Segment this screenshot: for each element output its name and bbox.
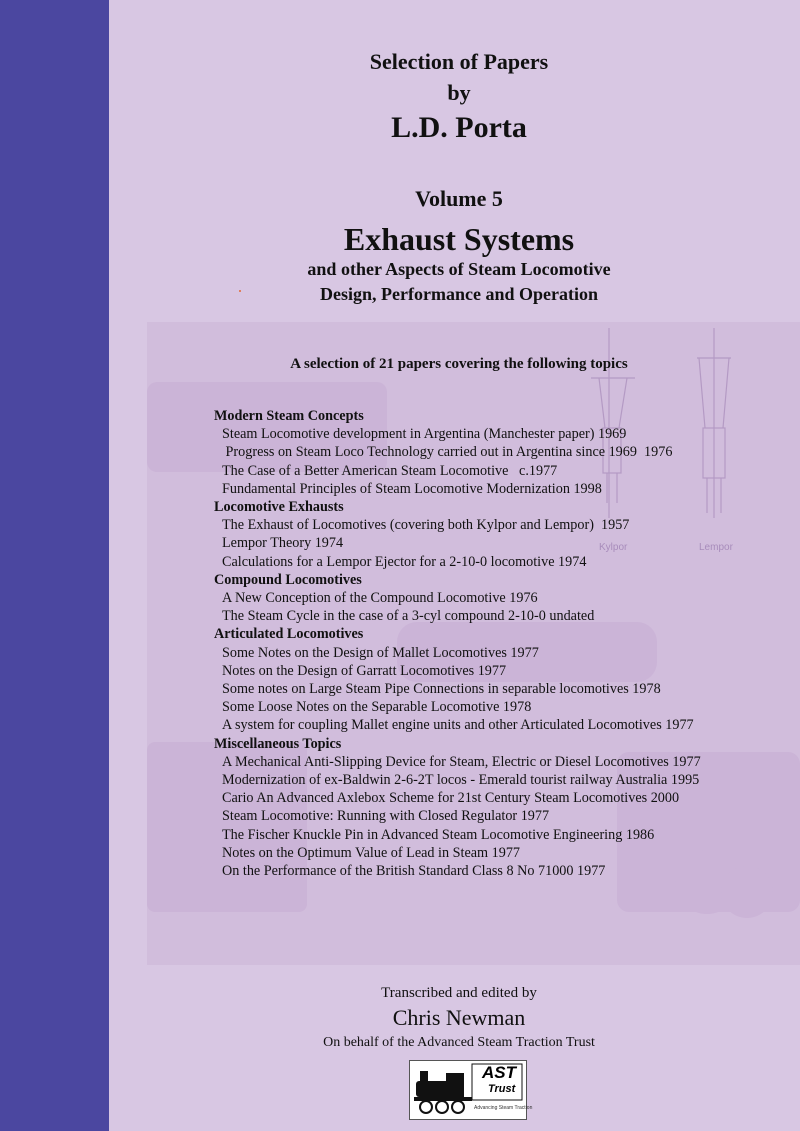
topic-item: Steam Locomotive: Running with Closed Regulator 1977	[222, 808, 550, 825]
topic-item: A Mechanical Anti-Slipping Device for Steam, Electric or Diesel Locomotives 1977	[222, 753, 701, 770]
diagram-label-kylpor: Kylpor	[599, 542, 628, 553]
logo-tagline: Advancing Steam Traction	[474, 1105, 533, 1111]
topic-item: Notes on the Optimum Value of Lead in Steam 1977	[222, 844, 521, 861]
book-cover	[109, 0, 800, 1131]
topic-item: Some notes on Large Steam Pipe Connections in separable locomotives 1978	[222, 681, 661, 698]
topic-item: Progress on Steam Loco Technology carried out in Argentina since 1969 1976	[222, 444, 673, 461]
topic-item: The Steam Cycle in the case of a 3-cyl compound 2-10-0 undated	[222, 608, 595, 625]
section-heading: Modern Steam Concepts	[214, 408, 364, 424]
ast-trust-logo	[409, 1060, 533, 1120]
topic-item: The Fischer Knuckle Pin in Advanced Steam Locomotive Engineering 1986	[222, 826, 655, 843]
topic-item: The Exhaust of Locomotives (covering both Kylpor and Lempor) 1957	[222, 517, 630, 534]
topic-item: Lempor Theory 1974	[222, 535, 344, 552]
topic-item: On the Performance of the British Standard Class 8 No 71000 1977	[222, 863, 606, 880]
topic-item: Calculations for a Lempor Ejector for a 2-10-0 locomotive 1974	[222, 553, 587, 570]
topic-item: The Case of a Better American Steam Locomotive c.1977	[222, 462, 558, 479]
topic-item: A system for coupling Mallet engine units and other Articulated Locomotives 1977	[222, 717, 694, 734]
logo-text-trust: Trust	[488, 1083, 516, 1095]
topic-item: Steam Locomotive development in Argentina (Manchester paper) 1969	[222, 426, 627, 443]
topic-item: Notes on the Design of Garratt Locomotives 1977	[222, 662, 507, 679]
by-line: by	[447, 80, 471, 105]
section-heading: Miscellaneous Topics	[214, 735, 342, 752]
behalf-line: On behalf of the Advanced Steam Traction Trust	[323, 1035, 595, 1050]
intro-line: A selection of 21 papers covering the following topics	[290, 356, 628, 372]
topic-item: A New Conception of the Compound Locomotive 1976	[222, 590, 538, 607]
logo-text-ast: AST	[482, 1063, 516, 1082]
topic-item: Modernization of ex-Baldwin 2-6-2T locos - Emerald tourist railway Australia 1995	[222, 772, 700, 789]
topic-item: Some Notes on the Design of Mallet Locomotives 1977	[222, 644, 539, 661]
section-heading: Compound Locomotives	[214, 571, 362, 588]
subtitle-line-2: Design, Performance and Operation	[320, 284, 598, 304]
author-name: L.D. Porta	[391, 111, 527, 144]
topic-item: Some Loose Notes on the Separable Locomotive 1978	[222, 699, 532, 716]
series-title: Selection of Papers	[369, 49, 549, 74]
credit-line: Transcribed and edited by	[381, 985, 537, 1001]
topic-item: Cario An Advanced Axlebox Scheme for 21st Century Steam Locomotives 2000	[222, 790, 680, 807]
section-heading: Articulated Locomotives	[214, 626, 364, 643]
subtitle-line-1: and other Aspects of Steam Locomotive	[307, 259, 611, 279]
volume-label: Volume 5	[415, 186, 503, 211]
section-heading: Locomotive Exhausts	[214, 499, 344, 516]
diagram-label-lempor: Lempor	[699, 542, 733, 553]
left-color-bar	[0, 0, 109, 1131]
topics-list	[214, 407, 800, 880]
topic-item: Fundamental Principles of Steam Locomotive Modernization 1998	[222, 480, 602, 497]
book-title: Exhaust Systems	[343, 221, 575, 257]
editor-name: Chris Newman	[392, 1005, 526, 1030]
